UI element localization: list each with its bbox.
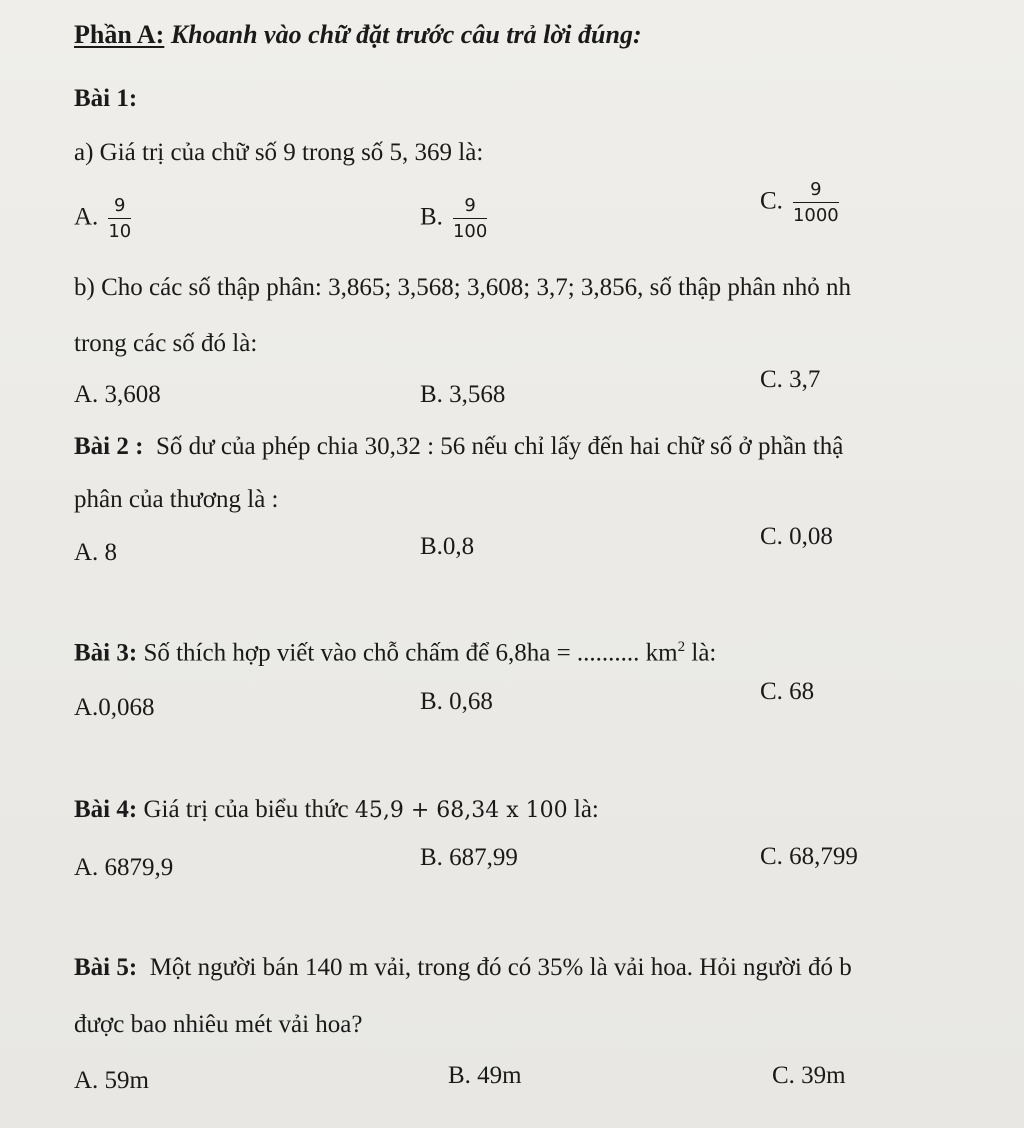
bai3-option-c[interactable]: C. 68: [760, 678, 815, 705]
section-header: [74, 20, 642, 50]
bai1-a-option-a[interactable]: A. $\frac{9}{10}$: [74, 195, 132, 242]
bai2-option-a[interactable]: A. 8: [74, 539, 118, 566]
bai1-title: Bài 1:: [74, 85, 138, 112]
bai1-b-question-line1: b) Cho các số thập phân: 3,865; 3,568; 3,608; 3,7; 3,856, số thập phân nhỏ nh: [74, 274, 852, 301]
bai4-option-c[interactable]: C. 68,799: [760, 843, 858, 870]
bai3-question: Bài 3: Số thích hợp viết vào chỗ chấm để 6,8ha = .......... $km^2$ là:: [74, 639, 717, 667]
bai1-a-question: a) Giá trị của chữ số 9 trong số 5, 369 là:: [74, 139, 484, 166]
fraction: $\frac{9}{1000}$: [792, 179, 839, 226]
bai4-title: Bài 4:: [74, 796, 138, 823]
section-instruction: Khoanh vào chữ đặt trước câu trả lời đúng:: [170, 20, 642, 49]
bai2-option-c[interactable]: C. 0,08: [760, 523, 833, 550]
bai1-b-option-a[interactable]: A. 3,608: [74, 381, 161, 408]
fraction: $\frac{9}{100}$: [452, 195, 488, 242]
bai5-option-a[interactable]: A. 59m: [74, 1067, 149, 1094]
bai1-b-question-line2: trong các số đó là:: [74, 330, 258, 357]
bai1-b-option-b[interactable]: B. 3,568: [420, 381, 506, 408]
bai4-question: Bài 4: Giá trị của biểu thức 45,9 + 68,34 x 100 là:: [74, 796, 599, 823]
bai4-option-b[interactable]: B. 687,99: [420, 844, 518, 871]
bai3-option-a[interactable]: A.0,068: [74, 694, 155, 721]
bai4-expression: 45,9 + 68,34 x 100: [354, 798, 568, 823]
bai1-a-option-b[interactable]: B. $\frac{9}{100}$: [420, 195, 488, 242]
section-label: Phần A:: [74, 20, 165, 49]
bai5-option-b[interactable]: B. 49m: [448, 1062, 522, 1089]
bai2-question-line1: Bài 2 : Số dư của phép chia 30,32 : 56 nếu chỉ lấy đến hai chữ số ở phần thậ: [74, 433, 844, 460]
fraction: $\frac{9}{10}$: [108, 195, 132, 242]
bai3-title: Bài 3:: [74, 639, 138, 667]
bai2-option-b[interactable]: B.0,8: [420, 533, 475, 560]
bai2-question-line2: phân của thương là :: [74, 486, 279, 513]
bai2-title: Bài 2 :: [74, 433, 144, 460]
bai1-a-option-c[interactable]: C. $\frac{9}{1000}$: [760, 179, 839, 226]
bai1-b-option-c[interactable]: C. 3,7: [760, 366, 821, 393]
bai5-title: Bài 5:: [74, 954, 138, 981]
bai5-option-c[interactable]: C. 39m: [772, 1062, 846, 1089]
bai3-option-b[interactable]: B. 0,68: [420, 688, 493, 715]
bai5-question-line2: được bao nhiêu mét vải hoa?: [74, 1011, 363, 1038]
bai5-question-line1: Bài 5: Một người bán 140 m vải, trong đó có 35% là vải hoa. Hỏi người đó b: [74, 954, 852, 981]
bai4-option-a[interactable]: A. 6879,9: [74, 854, 174, 881]
